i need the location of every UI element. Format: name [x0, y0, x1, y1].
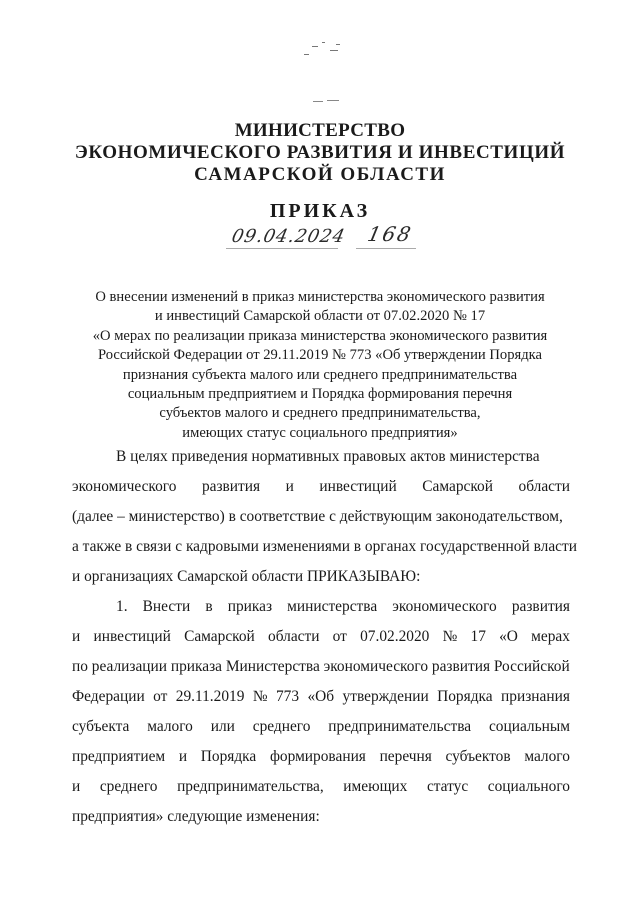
item1-line3: по реализации приказа Министерства экономического развития Российской	[72, 658, 570, 675]
item1-line5	[72, 716, 570, 738]
word: от	[153, 688, 168, 705]
item1-line6	[72, 746, 570, 768]
subject-line: социальным предприятием и Порядка формирования перечня	[127, 386, 513, 403]
word: предпринимательства	[328, 718, 472, 735]
subject-line: Российской Федерации от 29.11.2019 № 773 «Об утверждении Порядка	[97, 347, 542, 364]
word: среднего	[252, 718, 311, 735]
preamble-line1	[116, 446, 570, 468]
word: статус	[426, 778, 469, 795]
item1-line4	[72, 686, 570, 708]
preamble-line4: а также в связи с кадровыми изменениями в органах государственной власти	[72, 538, 577, 555]
handwritten-date-number	[226, 220, 426, 254]
word: предприятием	[72, 748, 166, 765]
ministry-title-line1: МИНИСТЕРСТВО	[234, 120, 406, 141]
order-date: 09.04.2024	[229, 226, 348, 247]
emblem-underline-icon	[313, 100, 343, 104]
word: №	[442, 628, 458, 645]
word: инвестиций	[319, 478, 397, 495]
word: или	[210, 718, 235, 735]
emblem-mark-icon	[300, 40, 350, 70]
item1-line8: предприятия» следующие изменения:	[72, 808, 320, 825]
word: экономического	[392, 598, 497, 615]
word: 773	[275, 688, 300, 705]
word: 17	[470, 628, 486, 645]
word: 07.02.2020	[360, 628, 430, 645]
item1-line1	[116, 596, 570, 618]
document-type: ПРИКАЗ	[269, 200, 371, 222]
word: среднего	[99, 778, 158, 795]
preamble-text: В целях приведения нормативных правовых актов министерства	[116, 448, 540, 465]
word: и	[178, 748, 188, 765]
word: 29.11.2019	[175, 688, 245, 705]
subject-line: имеющих статус социального предприятия»	[182, 424, 458, 441]
word: имеющих	[343, 778, 408, 795]
word: утверждении	[342, 688, 429, 705]
word: развития	[201, 478, 261, 495]
order-number: 168	[365, 222, 415, 246]
word: Порядка	[200, 748, 257, 765]
word: и	[72, 778, 81, 795]
word: Самарской	[422, 478, 493, 495]
item1-line2	[72, 626, 570, 648]
word: субъектов	[445, 748, 511, 765]
preamble-line3: (далее – министерство) в соответствие с действующим законодательством,	[72, 508, 563, 525]
word: приказ	[227, 598, 273, 615]
word: экономического	[72, 478, 177, 495]
word: №	[252, 688, 268, 705]
word: 1.	[116, 598, 128, 615]
subject-line: признания субъекта малого или среднего предпринимательства	[122, 366, 518, 383]
word: социального	[487, 778, 570, 795]
subject-line: субъектов малого и среднего предпринимательства,	[159, 405, 481, 422]
word: субъекта	[72, 718, 130, 735]
preamble-line2	[72, 476, 570, 498]
subject-line: О внесении изменений в приказ министерства экономического развития	[95, 289, 545, 305]
word: Федерации	[72, 688, 145, 705]
word: «Об	[307, 688, 335, 705]
word: формирования	[269, 748, 366, 765]
number-underline	[356, 248, 416, 249]
word: области	[518, 478, 570, 495]
subject-line: и инвестиций Самарской области от 07.02.2020 № 17	[154, 308, 486, 325]
word: Самарской	[184, 628, 255, 645]
date-underline	[226, 248, 338, 249]
word: социальным	[488, 718, 570, 735]
word: перечня	[379, 748, 432, 765]
word: предпринимательства,	[177, 778, 324, 795]
order-subject	[70, 288, 570, 443]
ministry-title-line3: САМАРСКОЙ ОБЛАСТИ	[194, 164, 446, 185]
word: малого	[524, 748, 570, 765]
word: развития	[511, 598, 570, 615]
item1-line7	[72, 776, 570, 798]
word: министерства	[287, 598, 378, 615]
word: от	[332, 628, 347, 645]
word: «О	[499, 628, 518, 645]
word: Внести	[142, 598, 191, 615]
word: и	[72, 628, 81, 645]
word: малого	[147, 718, 193, 735]
ministry-title-line2: ЭКОНОМИЧЕСКОГО РАЗВИТИЯ И ИНВЕСТИЦИЙ	[74, 142, 566, 163]
word: и	[285, 478, 294, 495]
word: Порядка	[437, 688, 493, 705]
word: в	[205, 598, 213, 615]
preamble-line5: и организациях Самарской области ПРИКАЗЫВАЮ:	[72, 568, 421, 585]
subject-line: «О мерах по реализации приказа министерства экономического развития	[92, 327, 548, 344]
word: инвестиций	[93, 628, 171, 645]
word: мерах	[531, 628, 570, 645]
word: признания	[501, 688, 570, 705]
word: области	[268, 628, 320, 645]
